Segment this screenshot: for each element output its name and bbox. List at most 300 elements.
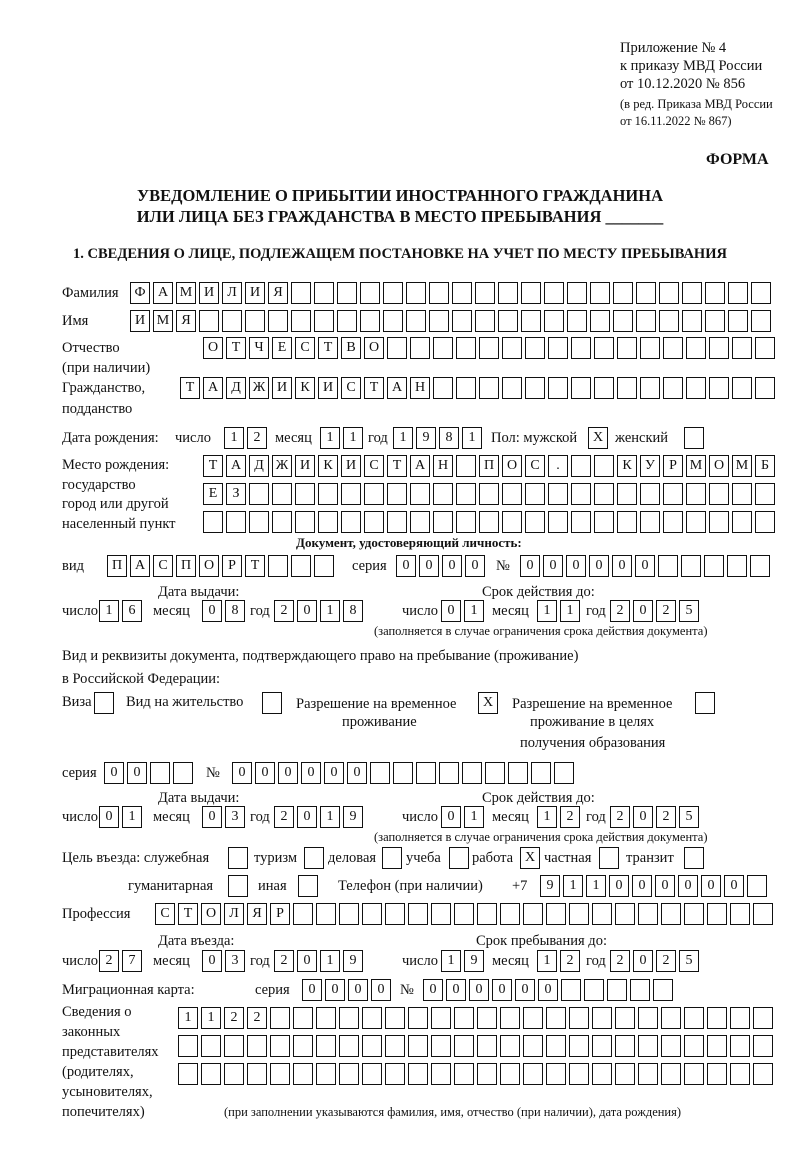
char-box[interactable] [477, 1007, 497, 1029]
char-box[interactable] [658, 555, 678, 577]
char-box[interactable] [561, 979, 581, 1001]
char-box[interactable] [592, 1063, 612, 1085]
char-box[interactable]: 0 [423, 979, 443, 1001]
char-box[interactable]: 1 [464, 600, 484, 622]
char-box[interactable] [362, 903, 382, 925]
char-box[interactable]: Я [176, 310, 196, 332]
char-box[interactable]: Д [249, 455, 269, 477]
char-box[interactable]: 0 [515, 979, 535, 1001]
char-box[interactable]: 1 [343, 427, 363, 449]
char-box[interactable] [554, 762, 574, 784]
char-box[interactable] [663, 483, 683, 505]
char-box[interactable] [638, 903, 658, 925]
char-box[interactable]: 5 [679, 950, 699, 972]
char-box[interactable]: 9 [540, 875, 560, 897]
char-box[interactable] [249, 483, 269, 505]
char-box[interactable] [362, 1063, 382, 1085]
char-box[interactable] [546, 903, 566, 925]
char-box[interactable] [730, 1035, 750, 1057]
char-box[interactable] [291, 555, 311, 577]
char-box[interactable] [364, 511, 384, 533]
char-box[interactable] [410, 337, 430, 359]
char-box[interactable]: 0 [419, 555, 439, 577]
char-box[interactable] [571, 511, 591, 533]
char-box[interactable]: Я [247, 903, 267, 925]
char-box[interactable]: 0 [633, 950, 653, 972]
char-box[interactable] [594, 337, 614, 359]
char-box[interactable]: Т [178, 903, 198, 925]
char-box[interactable]: 8 [439, 427, 459, 449]
char-box[interactable] [571, 455, 591, 477]
char-box[interactable]: О [709, 455, 729, 477]
char-box[interactable]: 2 [610, 950, 630, 972]
char-box[interactable] [663, 337, 683, 359]
char-box[interactable] [521, 282, 541, 304]
char-box[interactable] [502, 337, 522, 359]
char-box[interactable] [293, 903, 313, 925]
char-box[interactable] [228, 875, 248, 897]
char-box[interactable]: 5 [679, 600, 699, 622]
char-box[interactable]: 0 [301, 762, 321, 784]
char-box[interactable]: 0 [348, 979, 368, 1001]
char-box[interactable]: 3 [225, 806, 245, 828]
char-box[interactable] [661, 903, 681, 925]
char-box[interactable] [431, 903, 451, 925]
char-box[interactable]: Л [224, 903, 244, 925]
char-box[interactable] [224, 1035, 244, 1057]
char-box[interactable]: 0 [612, 555, 632, 577]
char-box[interactable] [750, 555, 770, 577]
char-box[interactable]: Е [272, 337, 292, 359]
char-box[interactable] [479, 511, 499, 533]
char-box[interactable] [431, 1035, 451, 1057]
char-box[interactable] [707, 903, 727, 925]
char-box[interactable] [485, 762, 505, 784]
char-box[interactable]: 0 [609, 875, 629, 897]
char-box[interactable] [362, 1035, 382, 1057]
char-box[interactable]: 9 [343, 950, 363, 972]
char-box[interactable] [222, 310, 242, 332]
char-box[interactable]: 0 [371, 979, 391, 1001]
char-box[interactable]: 0 [396, 555, 416, 577]
char-box[interactable] [316, 1063, 336, 1085]
char-box[interactable]: К [318, 455, 338, 477]
char-box[interactable]: 0 [678, 875, 698, 897]
char-box[interactable]: Н [433, 455, 453, 477]
char-box[interactable] [523, 1063, 543, 1085]
char-box[interactable] [456, 483, 476, 505]
char-box[interactable] [521, 310, 541, 332]
char-box[interactable]: 2 [610, 806, 630, 828]
char-box[interactable]: Т [180, 377, 200, 399]
char-box[interactable] [295, 511, 315, 533]
char-box[interactable] [638, 1063, 658, 1085]
char-box[interactable]: И [272, 377, 292, 399]
char-box[interactable] [571, 337, 591, 359]
char-box[interactable] [408, 1063, 428, 1085]
char-box[interactable] [201, 1035, 221, 1057]
char-box[interactable] [456, 337, 476, 359]
char-box[interactable] [385, 903, 405, 925]
char-box[interactable] [730, 1007, 750, 1029]
char-box[interactable] [613, 282, 633, 304]
char-box[interactable] [686, 337, 706, 359]
char-box[interactable] [94, 692, 114, 714]
char-box[interactable] [199, 310, 219, 332]
char-box[interactable]: А [130, 555, 150, 577]
char-box[interactable]: А [153, 282, 173, 304]
char-box[interactable] [364, 483, 384, 505]
char-box[interactable] [709, 377, 729, 399]
char-box[interactable]: 1 [462, 427, 482, 449]
char-box[interactable] [500, 1007, 520, 1029]
char-box[interactable] [546, 1063, 566, 1085]
char-box[interactable] [525, 337, 545, 359]
char-box[interactable] [475, 310, 495, 332]
char-box[interactable] [753, 1007, 773, 1029]
char-box[interactable]: 0 [589, 555, 609, 577]
char-box[interactable] [636, 282, 656, 304]
char-box[interactable] [525, 377, 545, 399]
char-box[interactable]: Т [364, 377, 384, 399]
char-box[interactable] [500, 1035, 520, 1057]
char-box[interactable] [247, 1035, 267, 1057]
char-box[interactable]: Ч [249, 337, 269, 359]
char-box[interactable] [751, 282, 771, 304]
char-box[interactable]: 0 [492, 979, 512, 1001]
char-box[interactable] [684, 1007, 704, 1029]
char-box[interactable]: 0 [297, 950, 317, 972]
char-box[interactable] [661, 1063, 681, 1085]
char-box[interactable]: 0 [104, 762, 124, 784]
char-box[interactable] [339, 1007, 359, 1029]
char-box[interactable] [477, 1063, 497, 1085]
char-box[interactable] [429, 310, 449, 332]
char-box[interactable]: 0 [701, 875, 721, 897]
char-box[interactable] [316, 1007, 336, 1029]
char-box[interactable] [548, 377, 568, 399]
char-box[interactable] [638, 1035, 658, 1057]
char-box[interactable]: 1 [320, 950, 340, 972]
char-box[interactable]: 0 [633, 600, 653, 622]
char-box[interactable] [477, 1035, 497, 1057]
char-box[interactable] [454, 1035, 474, 1057]
char-box[interactable] [433, 511, 453, 533]
char-box[interactable] [592, 903, 612, 925]
char-box[interactable] [709, 483, 729, 505]
char-box[interactable] [592, 1035, 612, 1057]
char-box[interactable] [339, 1063, 359, 1085]
char-box[interactable]: О [201, 903, 221, 925]
char-box[interactable] [705, 310, 725, 332]
char-box[interactable]: Б [755, 455, 775, 477]
char-box[interactable] [433, 483, 453, 505]
char-box[interactable]: 1 [393, 427, 413, 449]
char-box[interactable]: 2 [224, 1007, 244, 1029]
char-box[interactable] [755, 337, 775, 359]
char-box[interactable] [653, 979, 673, 1001]
char-box[interactable] [753, 1035, 773, 1057]
char-box[interactable]: П [479, 455, 499, 477]
char-box[interactable]: 1 [563, 875, 583, 897]
char-box[interactable] [569, 1063, 589, 1085]
char-box[interactable] [498, 282, 518, 304]
char-box[interactable]: Ж [249, 377, 269, 399]
char-box[interactable]: 0 [520, 555, 540, 577]
char-box[interactable] [615, 1063, 635, 1085]
char-box[interactable] [431, 1007, 451, 1029]
char-box[interactable] [663, 511, 683, 533]
char-box[interactable] [751, 310, 771, 332]
char-box[interactable] [615, 903, 635, 925]
char-box[interactable] [500, 1063, 520, 1085]
char-box[interactable] [548, 483, 568, 505]
char-box[interactable]: 1 [178, 1007, 198, 1029]
char-box[interactable]: Т [226, 337, 246, 359]
char-box[interactable] [613, 310, 633, 332]
char-box[interactable] [500, 903, 520, 925]
char-box[interactable] [684, 903, 704, 925]
char-box[interactable]: 1 [99, 600, 119, 622]
char-box[interactable] [479, 337, 499, 359]
char-box[interactable]: 0 [446, 979, 466, 1001]
char-box[interactable] [387, 511, 407, 533]
char-box[interactable] [291, 310, 311, 332]
char-box[interactable] [567, 282, 587, 304]
char-box[interactable] [498, 310, 518, 332]
char-box[interactable]: М [686, 455, 706, 477]
char-box[interactable]: 0 [543, 555, 563, 577]
char-box[interactable] [385, 1035, 405, 1057]
char-box[interactable]: 1 [560, 600, 580, 622]
char-box[interactable]: 2 [656, 806, 676, 828]
char-box[interactable] [150, 762, 170, 784]
char-box[interactable] [439, 762, 459, 784]
char-box[interactable] [525, 483, 545, 505]
char-box[interactable] [571, 377, 591, 399]
char-box[interactable] [502, 511, 522, 533]
char-box[interactable] [569, 903, 589, 925]
char-box[interactable] [410, 483, 430, 505]
char-box[interactable] [270, 1007, 290, 1029]
char-box[interactable] [270, 1035, 290, 1057]
char-box[interactable] [224, 1063, 244, 1085]
char-box[interactable] [268, 555, 288, 577]
char-box[interactable] [433, 337, 453, 359]
char-box[interactable]: К [295, 377, 315, 399]
char-box[interactable]: С [155, 903, 175, 925]
char-box[interactable] [454, 1063, 474, 1085]
char-box[interactable]: Е [203, 483, 223, 505]
char-box[interactable] [659, 282, 679, 304]
char-box[interactable] [755, 377, 775, 399]
char-box[interactable]: 2 [656, 600, 676, 622]
char-box[interactable] [659, 310, 679, 332]
char-box[interactable] [316, 1035, 336, 1057]
char-box[interactable] [640, 377, 660, 399]
char-box[interactable] [173, 762, 193, 784]
char-box[interactable] [416, 762, 436, 784]
char-box[interactable]: А [387, 377, 407, 399]
char-box[interactable] [523, 1007, 543, 1029]
char-box[interactable]: И [318, 377, 338, 399]
char-box[interactable] [247, 1063, 267, 1085]
char-box[interactable]: М [176, 282, 196, 304]
char-box[interactable]: 2 [274, 600, 294, 622]
char-box[interactable]: 2 [610, 600, 630, 622]
char-box[interactable] [548, 511, 568, 533]
char-box[interactable]: Д [226, 377, 246, 399]
char-box[interactable]: Ж [272, 455, 292, 477]
char-box[interactable]: И [245, 282, 265, 304]
char-box[interactable] [525, 511, 545, 533]
char-box[interactable]: А [226, 455, 246, 477]
char-box[interactable]: Т [203, 455, 223, 477]
char-box[interactable] [755, 511, 775, 533]
char-box[interactable]: 0 [441, 600, 461, 622]
char-box[interactable] [686, 377, 706, 399]
char-box[interactable]: 1 [224, 427, 244, 449]
char-box[interactable] [337, 282, 357, 304]
char-box[interactable] [707, 1035, 727, 1057]
char-box[interactable] [681, 555, 701, 577]
char-box[interactable] [272, 511, 292, 533]
char-box[interactable] [571, 483, 591, 505]
char-box[interactable]: 2 [274, 806, 294, 828]
char-box[interactable] [684, 1035, 704, 1057]
char-box[interactable]: 0 [635, 555, 655, 577]
char-box[interactable]: 0 [347, 762, 367, 784]
char-box[interactable] [630, 979, 650, 1001]
char-box[interactable] [709, 337, 729, 359]
char-box[interactable] [732, 511, 752, 533]
char-box[interactable] [640, 511, 660, 533]
char-box[interactable]: 2 [560, 806, 580, 828]
char-box[interactable]: 1 [122, 806, 142, 828]
char-box[interactable] [245, 310, 265, 332]
char-box[interactable] [479, 377, 499, 399]
char-box[interactable] [431, 1063, 451, 1085]
char-box[interactable]: О [203, 337, 223, 359]
char-box[interactable] [732, 483, 752, 505]
char-box[interactable] [339, 1035, 359, 1057]
char-box[interactable] [406, 282, 426, 304]
char-box[interactable]: 0 [302, 979, 322, 1001]
char-box[interactable] [291, 282, 311, 304]
char-box[interactable] [707, 1063, 727, 1085]
char-box[interactable] [226, 511, 246, 533]
char-box[interactable]: X [520, 847, 540, 869]
char-box[interactable]: Н [410, 377, 430, 399]
char-box[interactable] [638, 1007, 658, 1029]
char-box[interactable] [705, 282, 725, 304]
char-box[interactable] [615, 1007, 635, 1029]
char-box[interactable] [684, 1063, 704, 1085]
char-box[interactable]: 0 [632, 875, 652, 897]
char-box[interactable]: 1 [320, 806, 340, 828]
char-box[interactable] [452, 282, 472, 304]
char-box[interactable]: И [341, 455, 361, 477]
char-box[interactable] [449, 847, 469, 869]
char-box[interactable] [408, 1035, 428, 1057]
char-box[interactable] [594, 511, 614, 533]
char-box[interactable]: О [199, 555, 219, 577]
char-box[interactable] [362, 1007, 382, 1029]
char-box[interactable] [590, 310, 610, 332]
char-box[interactable] [523, 903, 543, 925]
char-box[interactable] [393, 762, 413, 784]
char-box[interactable] [337, 310, 357, 332]
char-box[interactable]: 0 [202, 950, 222, 972]
char-box[interactable] [410, 511, 430, 533]
char-box[interactable] [682, 310, 702, 332]
char-box[interactable] [387, 337, 407, 359]
char-box[interactable] [406, 310, 426, 332]
char-box[interactable] [262, 692, 282, 714]
char-box[interactable] [475, 282, 495, 304]
char-box[interactable]: 0 [538, 979, 558, 1001]
char-box[interactable] [203, 511, 223, 533]
char-box[interactable]: 0 [325, 979, 345, 1001]
char-box[interactable] [298, 875, 318, 897]
char-box[interactable]: 0 [324, 762, 344, 784]
char-box[interactable]: 7 [122, 950, 142, 972]
char-box[interactable]: 1 [201, 1007, 221, 1029]
char-box[interactable] [456, 377, 476, 399]
char-box[interactable] [383, 310, 403, 332]
char-box[interactable] [508, 762, 528, 784]
char-box[interactable] [727, 555, 747, 577]
char-box[interactable]: 0 [465, 555, 485, 577]
char-box[interactable] [728, 310, 748, 332]
char-box[interactable]: Т [387, 455, 407, 477]
char-box[interactable] [314, 282, 334, 304]
char-box[interactable] [270, 1063, 290, 1085]
char-box[interactable]: 0 [442, 555, 462, 577]
char-box[interactable] [433, 377, 453, 399]
char-box[interactable] [544, 310, 564, 332]
char-box[interactable] [341, 483, 361, 505]
char-box[interactable] [408, 1007, 428, 1029]
char-box[interactable]: 1 [464, 806, 484, 828]
char-box[interactable]: 0 [297, 806, 317, 828]
char-box[interactable]: И [295, 455, 315, 477]
char-box[interactable] [617, 511, 637, 533]
char-box[interactable] [360, 310, 380, 332]
char-box[interactable] [747, 875, 767, 897]
char-box[interactable] [383, 282, 403, 304]
char-box[interactable] [584, 979, 604, 1001]
char-box[interactable]: 1 [441, 950, 461, 972]
char-box[interactable] [546, 1035, 566, 1057]
char-box[interactable] [684, 847, 704, 869]
char-box[interactable]: 6 [122, 600, 142, 622]
char-box[interactable] [268, 310, 288, 332]
char-box[interactable] [753, 1063, 773, 1085]
char-box[interactable]: 0 [297, 600, 317, 622]
char-box[interactable] [663, 377, 683, 399]
char-box[interactable]: 5 [679, 806, 699, 828]
char-box[interactable]: П [176, 555, 196, 577]
char-box[interactable]: 1 [537, 950, 557, 972]
char-box[interactable] [228, 847, 248, 869]
char-box[interactable]: 8 [225, 600, 245, 622]
char-box[interactable]: 2 [247, 1007, 267, 1029]
char-box[interactable] [523, 1035, 543, 1057]
char-box[interactable] [594, 455, 614, 477]
char-box[interactable] [569, 1007, 589, 1029]
char-box[interactable] [682, 282, 702, 304]
